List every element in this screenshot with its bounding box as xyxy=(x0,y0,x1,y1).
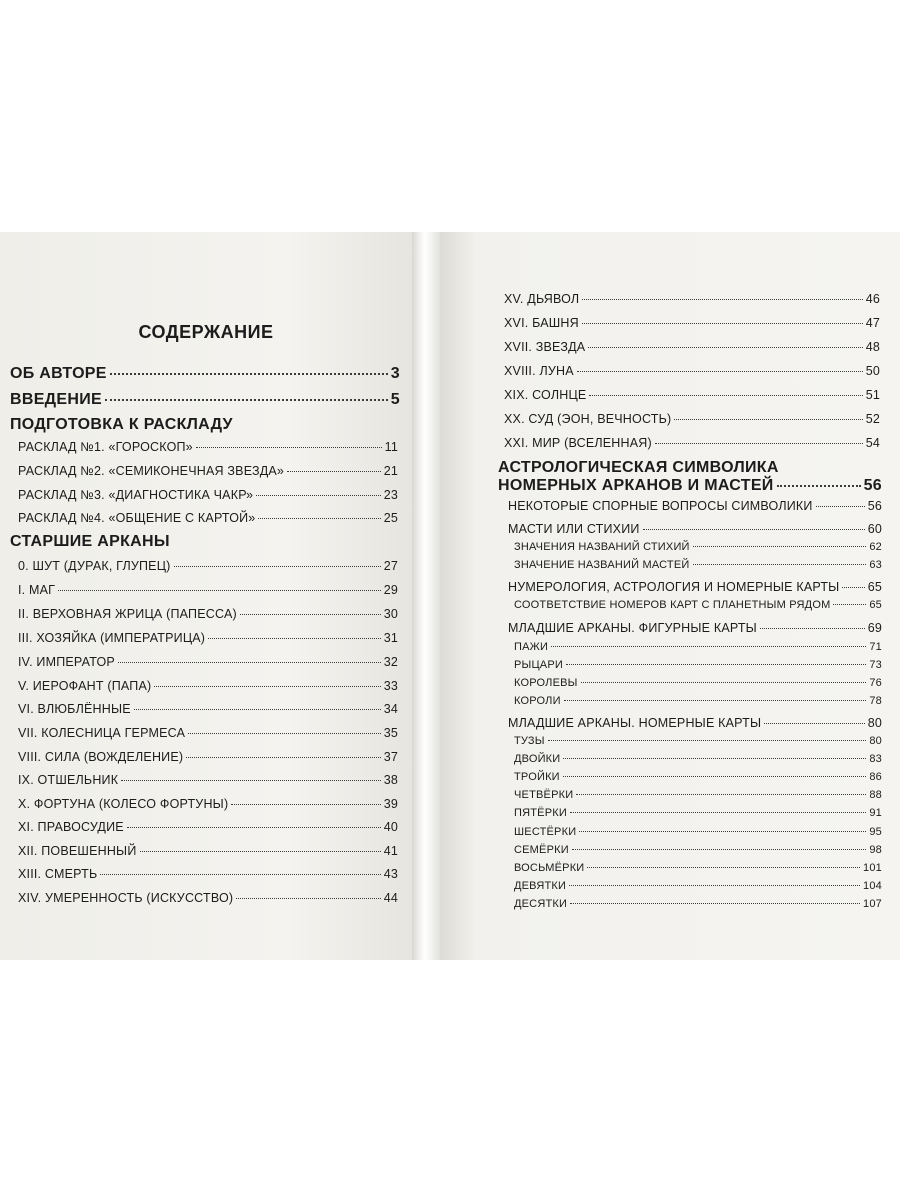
toc-entry-page: 30 xyxy=(383,607,398,621)
section-heading-astrology-line1: АСТРОЛОГИЧЕСКАЯ СИМВОЛИКА xyxy=(498,459,779,476)
toc-entry-label: ВВЕДЕНИЕ xyxy=(10,391,102,408)
toc-entry-page: 91 xyxy=(869,807,882,819)
dot-leader xyxy=(563,758,866,759)
toc-entry[interactable] xyxy=(18,891,398,905)
dot-leader xyxy=(674,419,862,420)
toc-entry-page: 63 xyxy=(869,559,882,571)
toc-entry-label: ПАЖИ xyxy=(514,641,549,653)
toc-entry-label: XVII. ЗВЕЗДА xyxy=(504,340,586,354)
dot-leader xyxy=(572,849,867,850)
dot-leader xyxy=(833,604,866,605)
section-heading-label: НОМЕРНЫХ АРКАНОВ И МАСТЕЙ xyxy=(498,477,774,494)
toc-entry-label: XIII. СМЕРТЬ xyxy=(18,867,98,881)
section-heading-major-arcana: СТАРШИЕ АРКАНЫ xyxy=(10,533,170,550)
dot-leader xyxy=(140,851,381,852)
toc-entry-label: МАСТИ ИЛИ СТИХИИ xyxy=(508,522,640,536)
toc-entry-page: 83 xyxy=(869,753,882,765)
toc-entry-label: РАСКЛАД №2. «СЕМИКОНЕЧНАЯ ЗВЕЗДА» xyxy=(18,464,285,478)
toc-entry-label: МЛАДШИЕ АРКАНЫ. ФИГУРНЫЕ КАРТЫ xyxy=(508,621,757,635)
dot-leader xyxy=(760,628,865,629)
toc-entry-page: 46 xyxy=(865,292,880,306)
dot-leader xyxy=(548,740,867,741)
toc-entry-page: 65 xyxy=(867,580,882,594)
toc-entry-page: 56 xyxy=(867,499,882,513)
toc-entry-label: 0. ШУТ (ДУРАК, ГЛУПЕЦ) xyxy=(18,559,171,573)
dot-leader xyxy=(208,638,381,639)
toc-entry-label: XV. ДЬЯВОЛ xyxy=(504,292,580,306)
dot-leader xyxy=(564,700,867,701)
toc-entry-label: ЗНАЧЕНИЕ НАЗВАНИЙ МАСТЕЙ xyxy=(514,559,690,571)
toc-entry-page: 54 xyxy=(865,436,880,450)
toc-entry-label: I. МАГ xyxy=(18,583,56,597)
toc-entry-page: 65 xyxy=(869,599,882,611)
toc-entry[interactable] xyxy=(514,898,882,910)
dot-leader xyxy=(582,323,863,324)
toc-entry-label: IV. ИМПЕРАТОР xyxy=(18,655,115,669)
toc-entry[interactable] xyxy=(514,695,882,707)
toc-entry-page: 56 xyxy=(863,477,882,494)
dot-leader xyxy=(693,564,867,565)
toc-entry[interactable] xyxy=(514,771,882,783)
toc-entry-page: 47 xyxy=(865,316,880,330)
toc-entry-page: 52 xyxy=(865,412,880,426)
toc-entry-label: II. ВЕРХОВНАЯ ЖРИЦА (ПАПЕССА) xyxy=(18,607,237,621)
toc-entry-label: ШЕСТЁРКИ xyxy=(514,826,577,838)
toc-entry-page: 73 xyxy=(869,659,882,671)
toc-entry-label: IX. ОТШЕЛЬНИК xyxy=(18,773,119,787)
toc-entry-label: СООТВЕТСТВИЕ НОМЕРОВ КАРТ С ПЛАНЕТНЫМ РЯДОМ xyxy=(514,599,831,611)
dot-leader xyxy=(581,682,867,683)
toc-entry[interactable] xyxy=(18,583,398,597)
toc-entry[interactable] xyxy=(514,559,882,571)
toc-entry-page: 31 xyxy=(383,631,398,645)
dot-leader xyxy=(655,443,863,444)
toc-entry-label: ПЯТЁРКИ xyxy=(514,807,567,819)
toc-entry-label: СЕМЁРКИ xyxy=(514,844,569,856)
toc-entry-label: X. ФОРТУНА (КОЛЕСО ФОРТУНЫ) xyxy=(18,797,229,811)
toc-entry-label: III. ХОЗЯЙКА (ИМПЕРАТРИЦА) xyxy=(18,631,206,645)
toc-entry-label: ТРОЙКИ xyxy=(514,771,560,783)
toc-entry[interactable] xyxy=(504,292,880,306)
toc-entry-page: 40 xyxy=(383,820,398,834)
toc-entry[interactable] xyxy=(514,753,882,765)
dot-leader xyxy=(258,518,380,519)
toc-entry-page: 11 xyxy=(384,440,398,454)
toc-entry-page: 39 xyxy=(383,797,398,811)
toc-entry-page: 34 xyxy=(383,702,398,716)
toc-entry-label: V. ИЕРОФАНТ (ПАПА) xyxy=(18,679,152,693)
toc-entry-page: 5 xyxy=(390,391,400,408)
dot-leader xyxy=(816,506,865,507)
toc-entry[interactable] xyxy=(504,436,880,450)
toc-entry[interactable] xyxy=(10,391,400,409)
toc-entry-page: 43 xyxy=(383,867,398,881)
toc-entry-label: VIII. СИЛА (ВОЖДЕЛЕНИЕ) xyxy=(18,750,184,764)
toc-entry-page: 23 xyxy=(383,488,398,502)
toc-entry-page: 101 xyxy=(863,862,882,874)
toc-entry-page: 86 xyxy=(869,771,882,783)
toc-entry-label: РАСКЛАД №1. «ГОРОСКОП» xyxy=(18,440,193,454)
dot-leader xyxy=(186,757,380,758)
toc-entry[interactable] xyxy=(18,844,398,858)
book-spine xyxy=(412,232,440,960)
toc-entry-page: 88 xyxy=(869,789,882,801)
toc-entry-label: VI. ВЛЮБЛЁННЫЕ xyxy=(18,702,131,716)
dot-leader xyxy=(577,371,863,372)
dot-leader xyxy=(154,686,380,687)
toc-entry[interactable] xyxy=(508,716,882,730)
toc-entry[interactable] xyxy=(504,316,880,330)
toc-entry-page: 35 xyxy=(383,726,398,740)
toc-entry-label: ТУЗЫ xyxy=(514,735,545,747)
toc-entry-page: 37 xyxy=(383,750,398,764)
toc-entry-label: XII. ПОВЕШЕННЫЙ xyxy=(18,844,137,858)
toc-entry-page: 27 xyxy=(383,559,398,573)
toc-entry[interactable] xyxy=(18,440,398,454)
toc-entry[interactable] xyxy=(504,340,880,354)
toc-entry-page: 44 xyxy=(383,891,398,905)
dot-leader xyxy=(110,373,388,375)
dot-leader xyxy=(240,614,381,615)
toc-entry[interactable] xyxy=(18,655,398,669)
toc-entry[interactable] xyxy=(504,412,880,426)
toc-entry-label: МЛАДШИЕ АРКАНЫ. НОМЕРНЫЕ КАРТЫ xyxy=(508,716,762,730)
toc-entry-page: 95 xyxy=(869,826,882,838)
page-title: СОДЕРЖАНИЕ xyxy=(138,322,274,342)
dot-leader xyxy=(764,723,864,724)
toc-entry-page: 38 xyxy=(383,773,398,787)
toc-entry-label: XIX. СОЛНЦЕ xyxy=(504,388,587,402)
toc-entry[interactable] xyxy=(508,621,882,635)
dot-leader xyxy=(231,804,380,805)
dot-leader xyxy=(643,529,865,530)
toc-entry-page: 104 xyxy=(863,880,882,892)
toc-entry-page: 48 xyxy=(865,340,880,354)
toc-entry-page: 21 xyxy=(383,464,398,478)
toc-entry[interactable] xyxy=(18,631,398,645)
toc-entry[interactable] xyxy=(514,677,882,689)
dot-leader xyxy=(188,733,381,734)
toc-entry-page: 71 xyxy=(869,641,882,653)
dot-leader xyxy=(236,898,380,899)
toc-entry[interactable] xyxy=(18,726,398,740)
toc-entry-label: XVI. БАШНЯ xyxy=(504,316,579,330)
toc-entry-label: КОРОЛЕВЫ xyxy=(514,677,578,689)
toc-entry[interactable] xyxy=(18,464,398,478)
toc-entry-label: XXI. МИР (ВСЕЛЕННАЯ) xyxy=(504,436,652,450)
toc-entry-label: XIV. УМЕРЕННОСТЬ (ИСКУССТВО) xyxy=(18,891,234,905)
toc-entry-label: НЕКОТОРЫЕ СПОРНЫЕ ВОПРОСЫ СИМВОЛИКИ xyxy=(508,499,813,513)
dot-leader xyxy=(588,347,862,348)
dot-leader xyxy=(127,827,381,828)
toc-entry[interactable] xyxy=(18,820,398,834)
toc-entry[interactable] xyxy=(18,511,398,525)
toc-entry[interactable] xyxy=(18,679,398,693)
toc-entry-page: 80 xyxy=(869,735,882,747)
dot-leader xyxy=(287,471,381,472)
section-heading-layouts: ПОДГОТОВКА К РАСКЛАДУ xyxy=(10,416,233,433)
toc-entry[interactable] xyxy=(514,826,882,838)
toc-entry[interactable] xyxy=(514,880,882,892)
toc-entry-page: 98 xyxy=(869,844,882,856)
toc-entry-label: XX. СУД (ЭОН, ВЕЧНОСТЬ) xyxy=(504,412,672,426)
toc-entry-label: ДВОЙКИ xyxy=(514,753,561,765)
toc-entry[interactable] xyxy=(18,773,398,787)
toc-entry-label: РАСКЛАД №4. «ОБЩЕНИЕ С КАРТОЙ» xyxy=(18,511,256,525)
toc-entry-page: 80 xyxy=(867,716,882,730)
toc-entry[interactable] xyxy=(504,388,880,402)
toc-entry-label: ДЕВЯТКИ xyxy=(514,880,567,892)
dot-leader xyxy=(121,780,380,781)
toc-entry[interactable] xyxy=(508,499,882,513)
dot-leader xyxy=(174,566,381,567)
dot-leader xyxy=(118,662,381,663)
toc-entry-page: 32 xyxy=(383,655,398,669)
dot-leader xyxy=(134,709,381,710)
toc-entry-label: ДЕСЯТКИ xyxy=(514,898,568,910)
toc-entry[interactable] xyxy=(18,750,398,764)
toc-entry-page: 78 xyxy=(869,695,882,707)
toc-entry-page: 33 xyxy=(383,679,398,693)
dot-leader xyxy=(100,874,380,875)
toc-entry[interactable] xyxy=(514,807,882,819)
dot-leader xyxy=(256,495,380,496)
toc-entry[interactable] xyxy=(504,364,880,378)
dot-leader xyxy=(563,776,867,777)
toc-entry[interactable] xyxy=(514,659,882,671)
toc-entry-label: РАСКЛАД №3. «ДИАГНОСТИКА ЧАКР» xyxy=(18,488,254,502)
toc-entry-page: 41 xyxy=(383,844,398,858)
toc-entry-label: КОРОЛИ xyxy=(514,695,561,707)
toc-entry[interactable] xyxy=(514,641,882,653)
toc-entry[interactable] xyxy=(508,522,882,536)
toc-entry[interactable] xyxy=(514,844,882,856)
toc-entry[interactable] xyxy=(514,541,882,553)
dot-leader xyxy=(196,447,382,448)
toc-entry-page: 29 xyxy=(383,583,398,597)
toc-entry-page: 107 xyxy=(863,898,882,910)
toc-entry-page: 62 xyxy=(869,541,882,553)
toc-entry-label: РЫЦАРИ xyxy=(514,659,563,671)
dot-leader xyxy=(589,395,862,396)
dot-leader xyxy=(842,587,864,588)
toc-entry-page: 25 xyxy=(383,511,398,525)
toc-entry-label: ЧЕТВЁРКИ xyxy=(514,789,574,801)
toc-entry-label: ОБ АВТОРЕ xyxy=(10,365,107,382)
toc-entry[interactable] xyxy=(18,867,398,881)
toc-entry-label: ВОСЬМЁРКИ xyxy=(514,862,585,874)
dot-leader xyxy=(587,867,860,868)
toc-entry-label: VII. КОЛЕСНИЦА ГЕРМЕСА xyxy=(18,726,186,740)
dot-leader xyxy=(58,590,381,591)
toc-entry-page: 60 xyxy=(867,522,882,536)
dot-leader xyxy=(105,399,388,401)
section-heading-astrology-line2[interactable] xyxy=(498,477,882,495)
dot-leader xyxy=(582,299,862,300)
toc-entry-label: НУМЕРОЛОГИЯ, АСТРОЛОГИЯ И НОМЕРНЫЕ КАРТЫ xyxy=(508,580,840,594)
toc-entry[interactable] xyxy=(18,797,398,811)
dot-leader xyxy=(551,646,866,647)
dot-leader xyxy=(566,664,866,665)
toc-entry[interactable] xyxy=(18,702,398,716)
toc-entry-page: 69 xyxy=(867,621,882,635)
toc-entry[interactable] xyxy=(18,488,398,502)
toc-entry[interactable] xyxy=(514,789,882,801)
toc-entry-label: ЗНАЧЕНИЯ НАЗВАНИЙ СТИХИЙ xyxy=(514,541,690,553)
dot-leader xyxy=(570,812,866,813)
dot-leader xyxy=(570,903,860,904)
dot-leader xyxy=(693,546,867,547)
dot-leader xyxy=(576,794,866,795)
toc-entry-page: 50 xyxy=(865,364,880,378)
toc-entry[interactable] xyxy=(18,607,398,621)
dot-leader xyxy=(579,831,866,832)
toc-entry[interactable] xyxy=(514,735,882,747)
toc-entry-label: XI. ПРАВОСУДИЕ xyxy=(18,820,124,834)
toc-entry-label: XVIII. ЛУНА xyxy=(504,364,574,378)
dot-leader xyxy=(777,485,861,487)
toc-entry[interactable] xyxy=(514,862,882,874)
toc-entry[interactable] xyxy=(18,559,398,573)
toc-entry[interactable] xyxy=(508,580,882,594)
dot-leader xyxy=(569,885,860,886)
toc-entry[interactable] xyxy=(514,599,882,611)
toc-entry-page: 51 xyxy=(865,388,880,402)
toc-entry-page: 3 xyxy=(390,365,400,382)
toc-entry[interactable] xyxy=(10,365,400,383)
toc-entry-page: 76 xyxy=(869,677,882,689)
